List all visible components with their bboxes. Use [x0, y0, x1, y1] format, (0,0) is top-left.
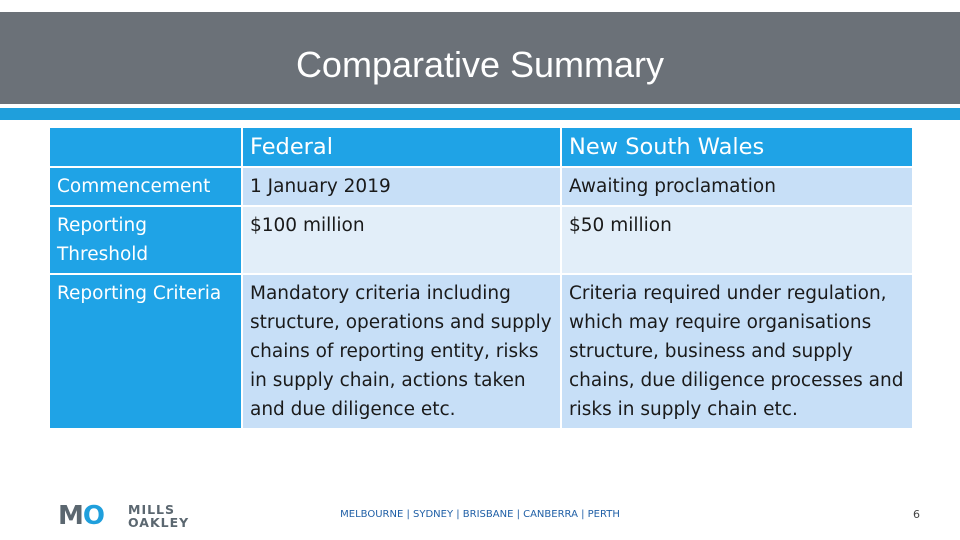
cell-nsw-reporting-criteria: Criteria required under regulation, which may require organisations structure, business and supply chains, due diligence processes and risks in supply chain etc. [561, 274, 913, 429]
footer-cities: MELBOURNE | SYDNEY | BRISBANE | CANBERRA | PERTH [340, 509, 620, 520]
table-header-row [49, 127, 913, 167]
table-header-nsw: New South Wales [561, 127, 913, 167]
row-label-commencement: Commencement [49, 167, 242, 206]
row-label-reporting-threshold: Reporting Threshold [49, 206, 242, 274]
table-header-federal: Federal [242, 127, 561, 167]
accent-rule [0, 108, 960, 120]
logo-mark-o: O [82, 501, 104, 531]
logo-line-2: OAKLEY [128, 515, 190, 530]
cell-federal-reporting-criteria: Mandatory criteria including structure, operations and supply chains of reporting entity, risks in supply chain, actions taken and due diligence etc. [242, 274, 561, 429]
cell-federal-commencement: 1 January 2019 [242, 167, 561, 206]
page-number: 6 [913, 508, 920, 521]
table-row [49, 167, 913, 206]
comparison-table [48, 126, 914, 430]
table-row [49, 274, 913, 429]
table-header-cell-empty [49, 127, 242, 167]
logo-mark-m: M [58, 501, 83, 531]
row-label-reporting-criteria: Reporting Criteria [49, 274, 242, 429]
slide-title: Comparative Summary [295, 44, 665, 85]
cell-nsw-reporting-threshold: $50 million [561, 206, 913, 274]
cell-federal-reporting-threshold: $100 million [242, 206, 561, 274]
table-row [49, 206, 913, 274]
logo-line-1: MILLS [128, 502, 176, 517]
cell-nsw-commencement: Awaiting proclamation [561, 167, 913, 206]
